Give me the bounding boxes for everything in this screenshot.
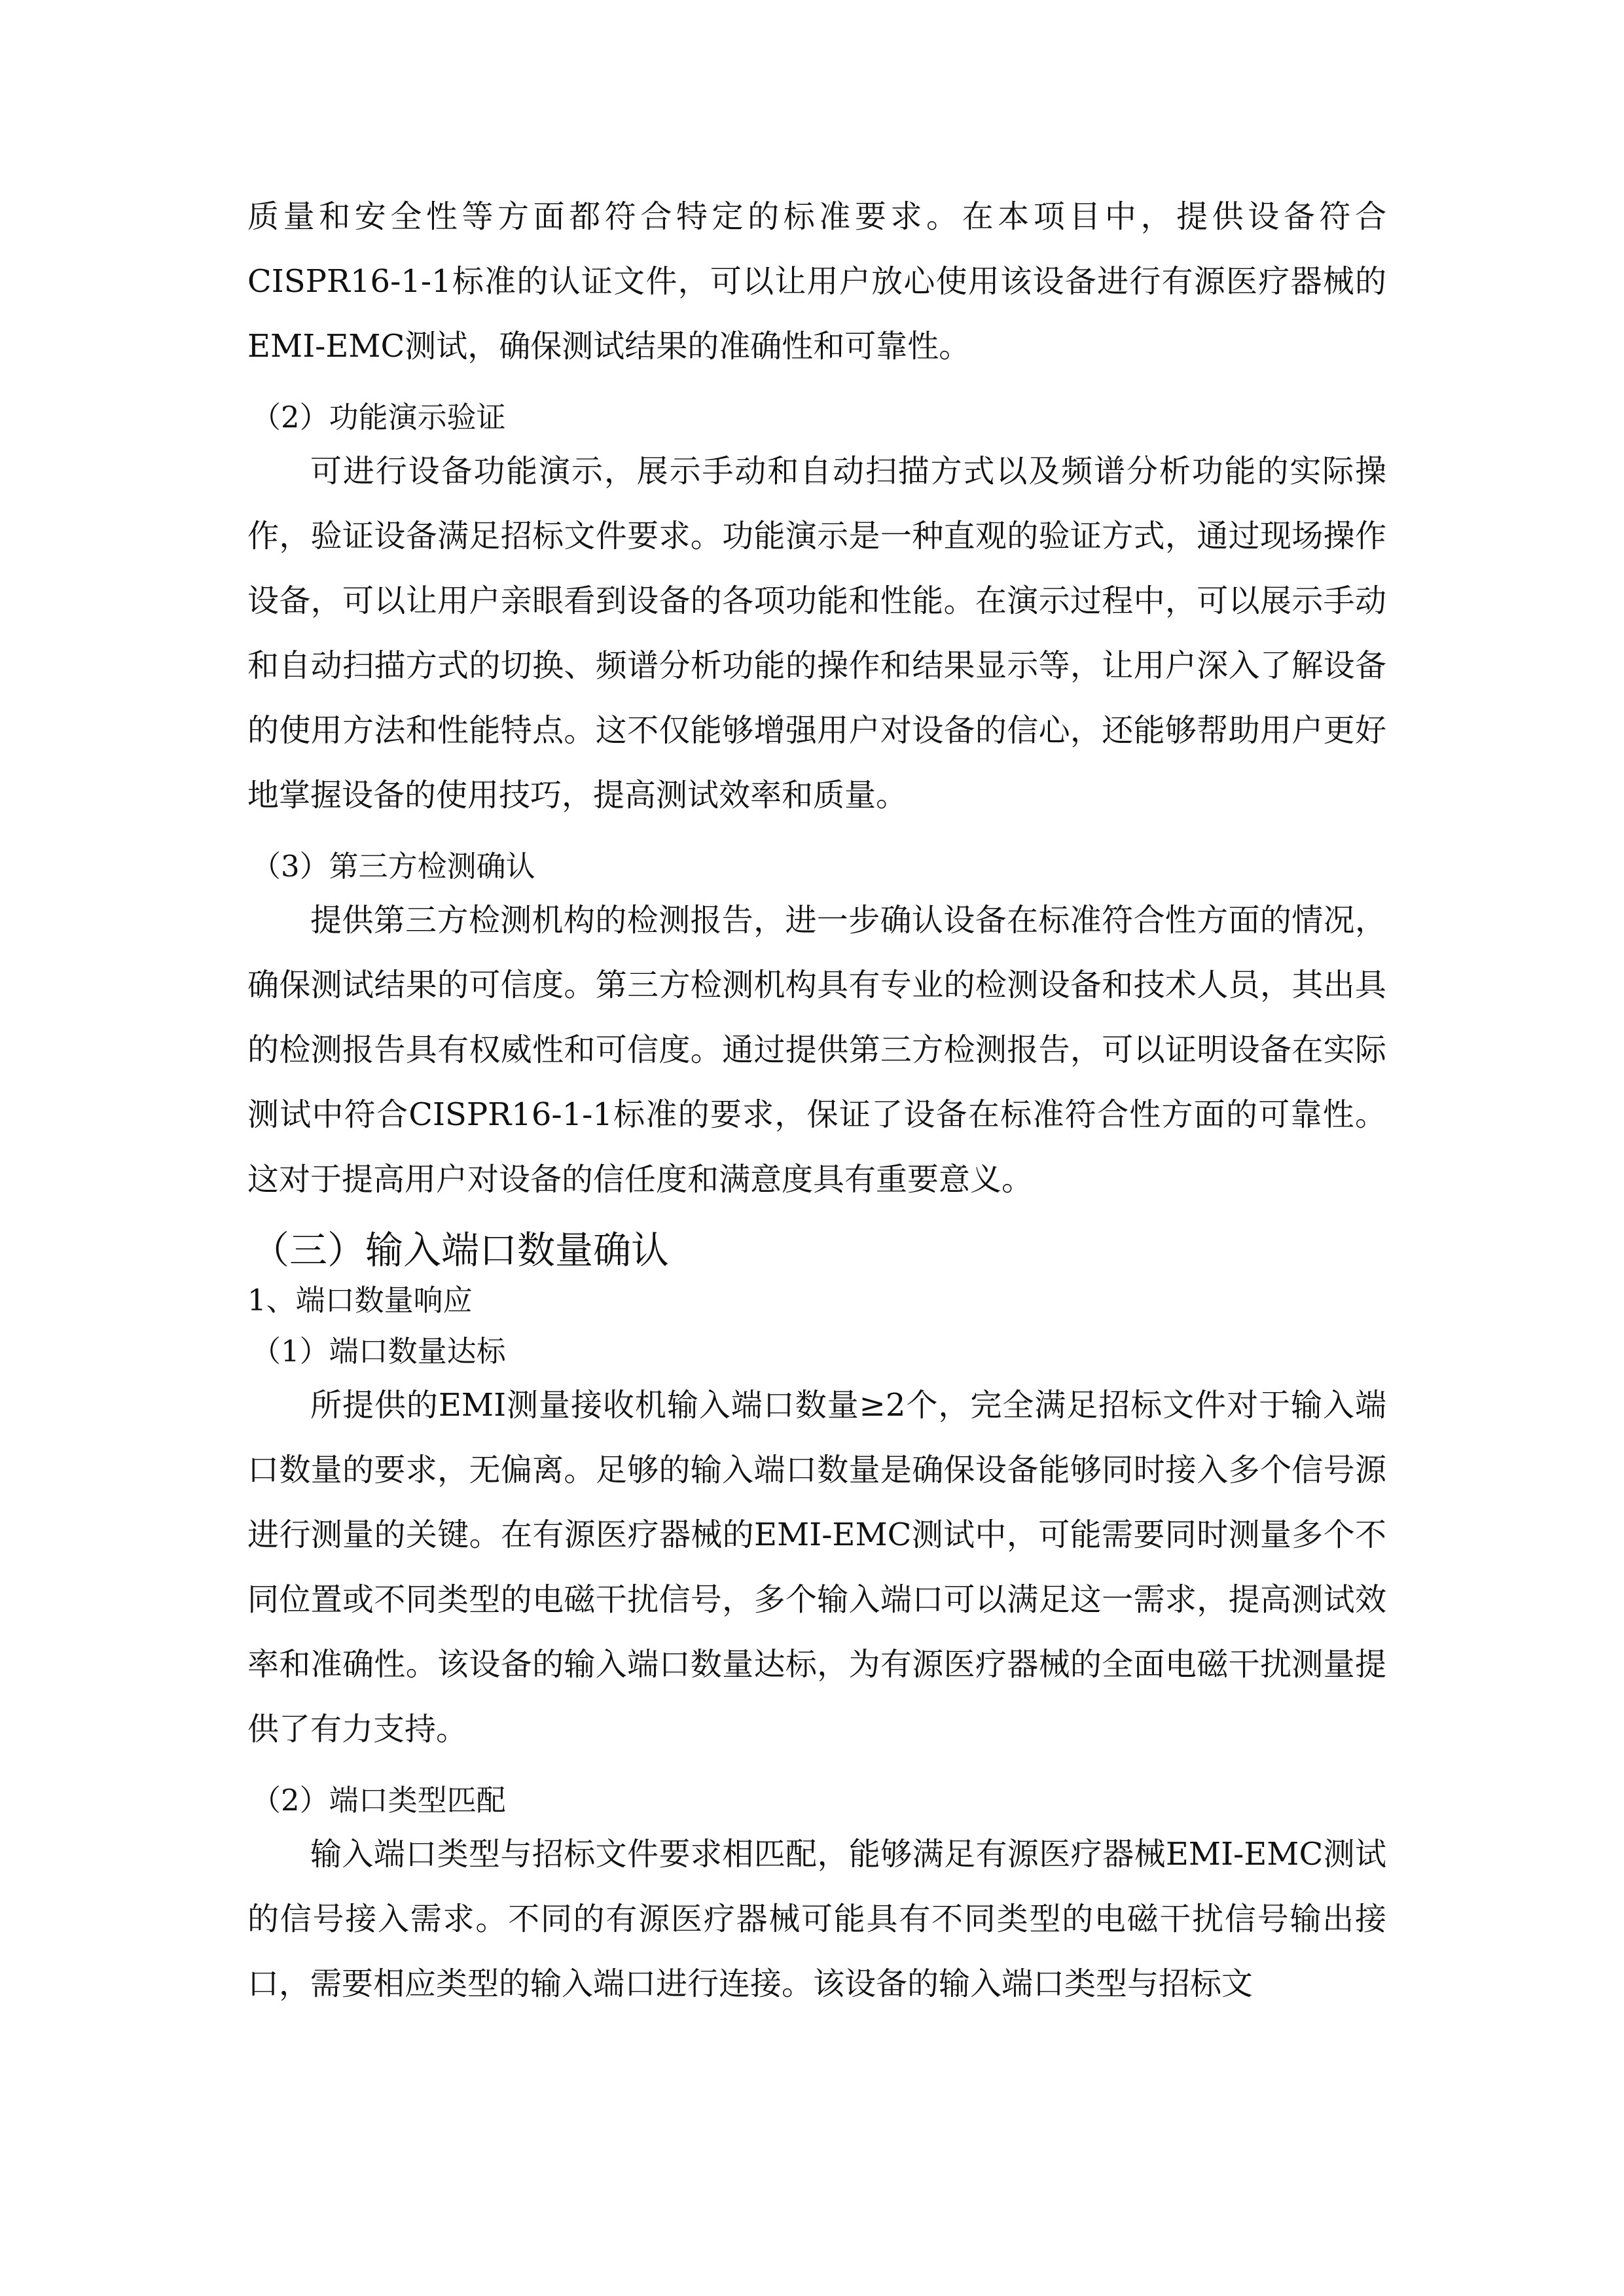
intro-paragraph: 质量和安全性等方面都符合特定的标准要求。在本项目中，提供设备符合CISPR16-1-1标准的认证文件，可以让用户放心使用该设备进行有源医疗器械的EMI-EMC测试，确保测试结果的准确性和可靠性。 [247,198,1386,365]
subsection-heading-port-count: （1）端口数量达标 [251,1334,506,1369]
subsection-heading-port-type: （2）端口类型匹配 [251,1783,506,1818]
third-party-paragraph: 提供第三方检测机构的检测报告，进一步确认设备在标准符合性方面的情况，确保测试结果的可信度。第三方检测机构具有专业的检测设备和技术人员，其出具的检测报告具有权威性和可信度。通过提供第三方检测报告，可以证明设备在实际测试中符合CISPR16-1-1标准的要求，保证了设备在标准符合性方面的可靠性。这对于提高用户对设备的信任度和满意度具有重要意义。 [247,902,1386,1198]
section-heading-input-ports: （三）输入端口数量确认 [251,1228,670,1272]
function-demo-paragraph: 可进行设备功能演示，展示手动和自动扫描方式以及频谱分析功能的实际操作，验证设备满足招标文件要求。功能演示是一种直观的验证方式，通过现场操作设备，可以让用户亲眼看到设备的各项功能和性能。在演示过程中，可以展示手动和自动扫描方式的切换、频谱分析功能的操作和结果显示等，让用户深入了解设备的使用方法和性能特点。这不仅能够增强用户对设备的信心，还能够帮助用户更好地掌握设备的使用技巧，提高测试效率和质量。 [247,453,1386,814]
port-type-paragraph: 输入端口类型与招标文件要求相匹配，能够满足有源医疗器械EMI-EMC测试的信号接入需求。不同的有源医疗器械可能具有不同类型的电磁干扰信号输出接口，需要相应类型的输入端口进行连接。该设备的输入端口类型与招标文 [247,1836,1386,2002]
subsection-heading-third-party: （3）第三方检测确认 [251,849,535,884]
port-count-paragraph: 所提供的EMI测量接收机输入端口数量≥2个，完全满足招标文件对于输入端口数量的要求，无偏离。足够的输入端口数量是确保设备能够同时接入多个信号源进行测量的关键。在有源医疗器械的EMI-EMC测试中，可能需要同时测量多个不同位置或不同类型的电磁干扰信号，多个输入端口可以满足这一需求，提高测试效率和准确性。该设备的输入端口数量达标，为有源医疗器械的全面电磁干扰测量提供了有力支持。 [247,1387,1386,1748]
subsection-heading-function-demo: （2）功能演示验证 [251,400,506,435]
document-body [247,185,1386,2017]
item-heading-port-response: 1、端口数量响应 [247,1283,473,1318]
